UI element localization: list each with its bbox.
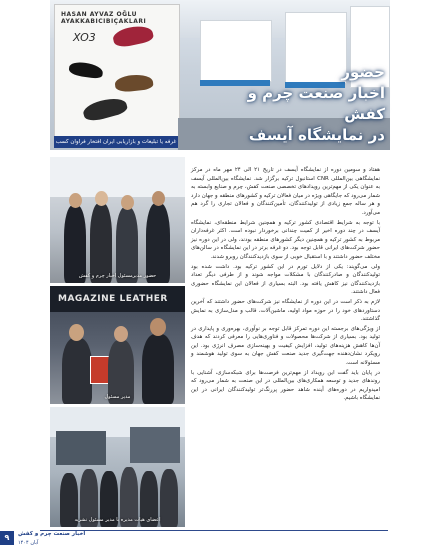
shoe-image (114, 73, 153, 93)
person-head (150, 318, 166, 336)
person-head (69, 193, 82, 208)
headline-line-2: اخبار صنعت چرم و کفش (247, 84, 385, 123)
person-head (69, 324, 84, 341)
article-headline (240, 62, 385, 146)
shoe-image (112, 23, 155, 49)
machine (56, 431, 106, 465)
photo-caption: مدیر مسئول (104, 394, 131, 400)
paragraph: لازم به ذکر است در این دوره از نمایشگاه نیز شرکت‌های حضور داشتند که آخرین دستاوردهای خود را در حوزه مواد اولیه، ماشین‌آلات، قالب و مدل‌سازی به نمایش گذاشتند. (191, 298, 380, 323)
paragraph: با توجه به شرایط اقتصادی کشور ترکیه و همچنین شرایط منطقه‌ای، نمایشگاه آیسف در چند دوره اخیر از کمیت چندانی برخوردار نبوده است. اکثر غرفه‌داران مربوط به کشور ترکیه و همچنین دیگر کشورهای منطقه بودند، ولی در این دوره نیز حضور شرکت‌های ایرانی قابل توجه بود. دو غرفه برتر در این نمایشگاه در سالن‌های مختلف حضور داشتند و با استقبال خوبی از سوی بازدیدکنندگان روبرو شدند. (191, 219, 380, 260)
page-number: ۹ (0, 531, 14, 545)
hero-caption: غرفه یا تبلیغات و بازاریابی ایران افتخار فراوان کسب کرد (54, 136, 178, 148)
person (64, 205, 86, 283)
booth-display (54, 4, 180, 138)
person-head (114, 326, 128, 342)
paragraph: هفتاد و سومین دوره از نمایشگاه آیسف در تاریخ ۲۱ الی ۲۴ مهر ماه در مرکز نمایشگاهی بین‌المللی CNR استانبول ترکیه برگزار شد. نمایشگاه بین‌المللی آیسف به عنوان یکی از مهم‌ترین رویدادهای تخصصی صنعت کفش، چرم و صنایع وابسته به شمار می‌رود که جایگاهی ویژه در میان فعالان ترکیه و کشورهای منطقه و جهان دارد و هر ساله جمع زیادی از تولیدکنندگان، تأمین‌کنندگان و فعالان تجاری را گرد هم می‌آورد. (191, 167, 380, 216)
photo-group-3 (50, 407, 185, 527)
person-head (95, 191, 108, 206)
person (146, 203, 170, 283)
photo-caption: حضور مدیرمسئول اخبار چرم و کفش (78, 273, 157, 279)
booth-brand: HASAN AYVAZ OĞLU AYAKKABICIBIÇAKLARI (61, 11, 147, 25)
paragraph: از ویژگی‌های برجسته این دوره تمرکز قابل توجه بر نوآوری، بهره‌وری و پایداری در تولید بود. بسیاری از شرکت‌ها محصولات و فناوری‌هایی را معرفی کردند که هدف آن‌ها کاهش هزینه‌های تولید، افزایش کیفیت و بهینه‌سازی مصرف انرژی بود. این رویکرد نشان‌دهنده جهت‌گیری جدید صنعت کفش جهان به سوی تولید هوشمند و مسئولانه است. (191, 325, 380, 367)
paragraph: ولی می‌گویند: یکی از دلایل تورم در این کشور ترکیه بود. داشت شده بود تولیدکنندگان و صادرکنندگان با مشکلات مواجه شوند و از طرفی دیگر تعداد بازدیدکنندگان نیز کاهش یافته بود. البته بسیاری از فعالان این نمایشگاه حضوری فعال داشتند. (191, 263, 380, 296)
headline-line-1: حضور (341, 63, 385, 81)
magazine-banner: MAGAZINE LEATHER (50, 286, 185, 312)
person-head (121, 195, 134, 210)
person-head (152, 191, 165, 206)
shoe-image (81, 95, 128, 124)
shoe-image (68, 61, 104, 80)
machine (130, 427, 180, 463)
photo-group-1 (50, 157, 185, 283)
person (90, 203, 112, 283)
magazine-issue: آبان ۱۴۰۴ (18, 540, 39, 546)
magazine-name: اخبار صنعت چرم و کفش (18, 531, 86, 537)
photo-backdrop (50, 157, 185, 197)
article-body (191, 166, 380, 404)
paragraph: در پایان باید گفت این رویداد از مهم‌ترین فرصت‌ها برای شبکه‌سازی، آشنایی با روندهای جدید و توسعه همکاری‌های بین‌المللی در این صنعت به شمار می‌رود که امیدواریم در دوره‌های آینده شاهد حضور پررنگ‌تر تولیدکنندگان ایرانی در این نمایشگاه باشیم. (191, 369, 380, 402)
photo-group-2 (50, 286, 185, 404)
headline-line-3: در نمایشگاه آیسف (248, 126, 385, 144)
photo-caption: اعضای هیات مدیره با مدیر مسئول نشریه (74, 517, 161, 523)
booth-code: XO3 (73, 31, 96, 44)
person (116, 207, 138, 283)
